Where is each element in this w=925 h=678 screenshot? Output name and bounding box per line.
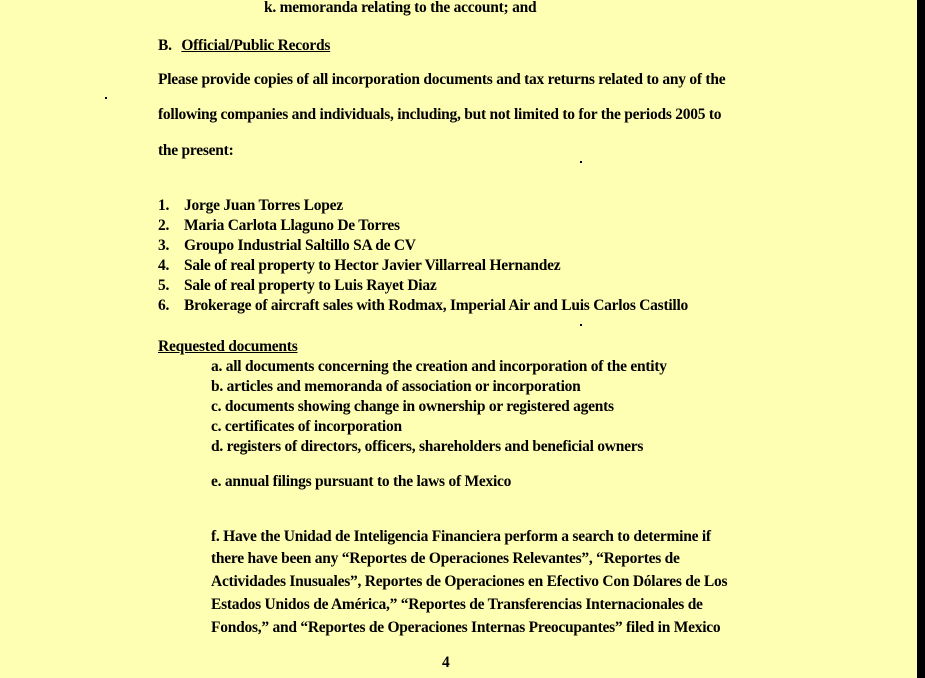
list-item bbox=[158, 297, 688, 315]
list-item-text: Jorge Juan Torres Lopez bbox=[184, 197, 343, 214]
intro-line-1: Please provide copies of all incorporation documents and tax returns related to any of the bbox=[158, 71, 726, 88]
list-item-text: Sale of real property to Hector Javier Villarreal Hernandez bbox=[184, 257, 561, 274]
list-item bbox=[158, 257, 560, 275]
item-f-line-3: Actividades Inusuales”, Reportes de Operaciones en Efectivo Con Dólares de Los bbox=[211, 573, 728, 590]
scan-speck bbox=[580, 161, 582, 163]
window-right-edge bbox=[917, 0, 925, 678]
list-item-number: 5. bbox=[158, 277, 170, 294]
list-item-text: Brokerage of aircraft sales with Rodmax, Imperial Air and Luis Carlos Castillo bbox=[184, 297, 689, 314]
list-item-number: 2. bbox=[158, 217, 170, 234]
list-item-number: 3. bbox=[158, 237, 170, 254]
requested-document-item: b. articles and memoranda of association or incorporation bbox=[211, 378, 581, 395]
list-item bbox=[158, 277, 436, 295]
requested-documents-heading: Requested documents bbox=[158, 338, 298, 355]
scan-speck bbox=[105, 97, 107, 99]
requested-document-item: c. certificates of incorporation bbox=[211, 418, 402, 435]
intro-line-3: the present: bbox=[158, 142, 234, 159]
item-f-line-2: there have been any “Reportes de Operaciones Relevantes”, “Reportes de bbox=[211, 550, 680, 567]
top-line-item-k: k. memoranda relating to the account; and bbox=[264, 0, 537, 16]
item-f-line-1: f. Have the Unidad de Inteligencia Financiera perform a search to determine if bbox=[211, 528, 711, 545]
list-item bbox=[158, 237, 416, 255]
page-number: 4 bbox=[442, 654, 450, 671]
requested-document-item: d. registers of directors, officers, shareholders and beneficial owners bbox=[211, 438, 644, 455]
list-item-number: 1. bbox=[158, 197, 170, 214]
requested-document-item: c. documents showing change in ownership or registered agents bbox=[211, 398, 614, 415]
intro-line-2: following companies and individuals, including, but not limited to for the periods 2005 to bbox=[158, 106, 722, 123]
section-b-letter: B. bbox=[158, 37, 172, 54]
list-item-number: 6. bbox=[158, 297, 170, 314]
item-f-line-4: Estados Unidos de América,” “Reportes de Transferencias Internacionales de bbox=[211, 596, 703, 613]
list-item-text: Groupo Industrial Saltillo SA de CV bbox=[184, 237, 416, 254]
scan-speck bbox=[580, 324, 582, 326]
section-b-title: Official/Public Records bbox=[181, 37, 331, 54]
requested-document-item: a. all documents concerning the creation and incorporation of the entity bbox=[211, 358, 667, 375]
list-item-number: 4. bbox=[158, 257, 170, 274]
list-item bbox=[158, 197, 343, 215]
list-item bbox=[158, 217, 400, 235]
item-f-line-5: Fondos,” and “Reportes de Operaciones Internas Preocupantes” filed in Mexico bbox=[211, 619, 721, 636]
list-item-text: Maria Carlota Llaguno De Torres bbox=[184, 217, 400, 234]
requested-document-item-e: e. annual filings pursuant to the laws of Mexico bbox=[211, 473, 512, 490]
section-b-heading bbox=[158, 37, 330, 55]
list-item-text: Sale of real property to Luis Rayet Diaz bbox=[184, 277, 437, 294]
